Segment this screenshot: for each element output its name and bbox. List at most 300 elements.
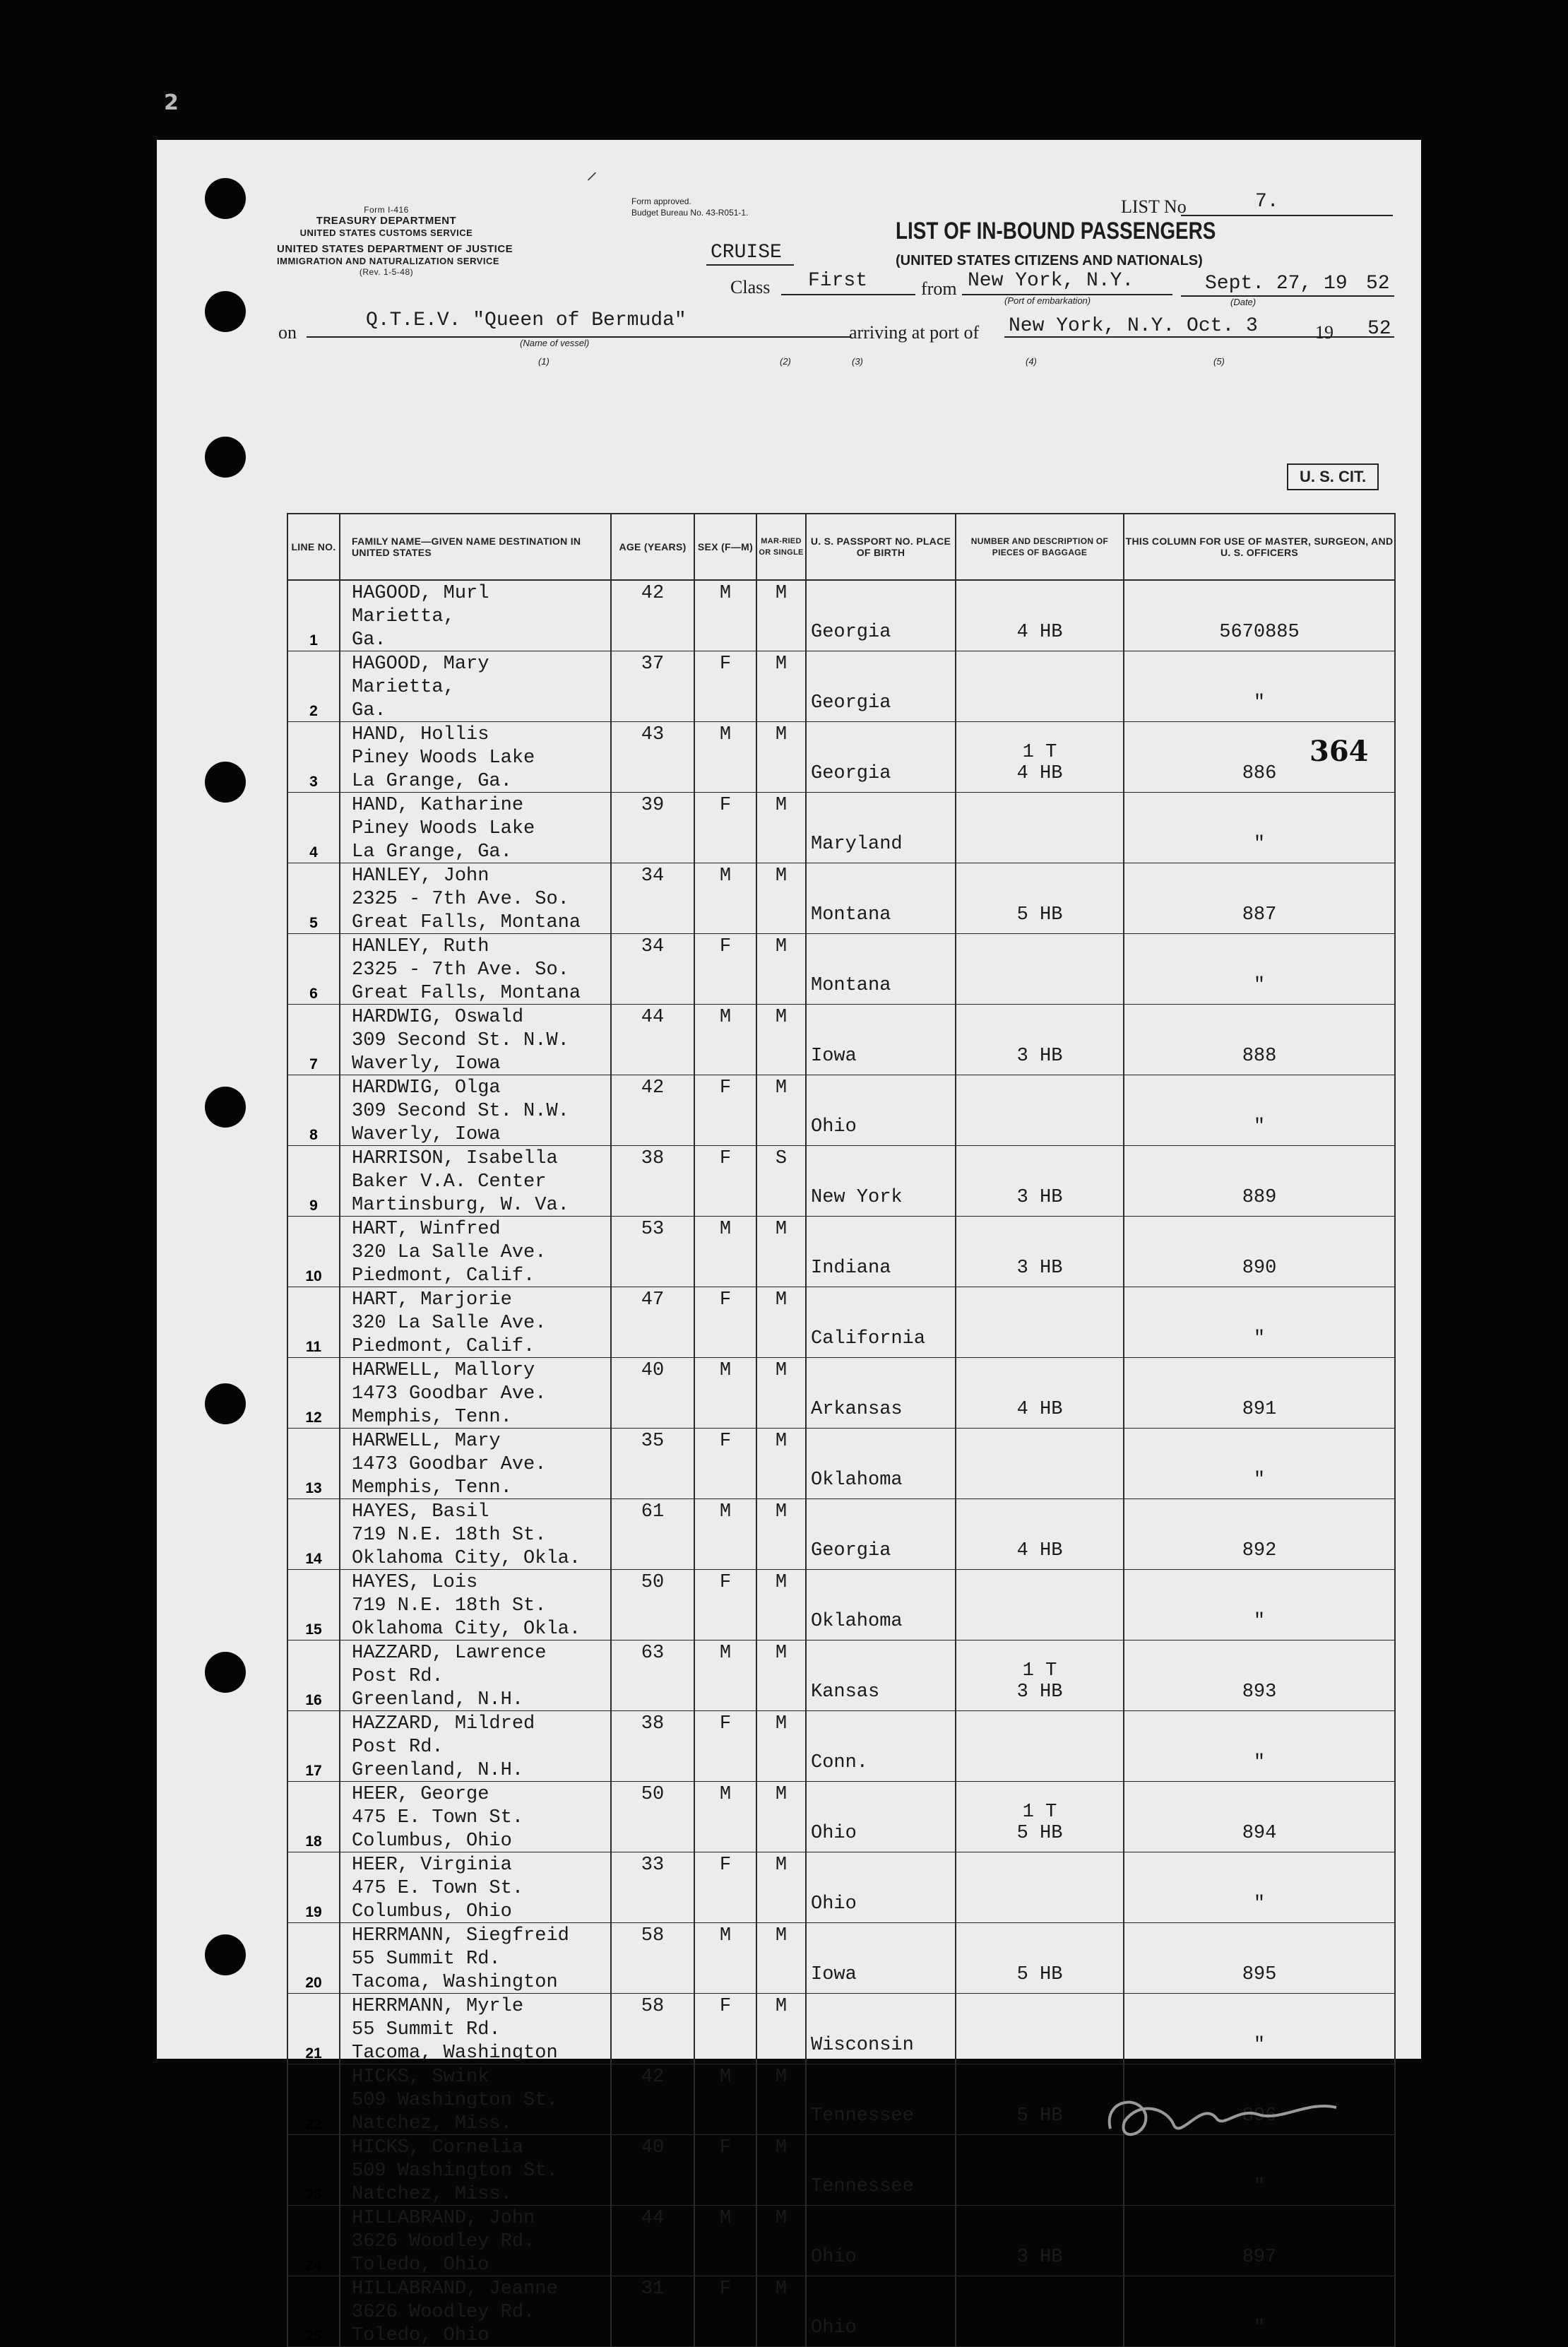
line-number: 21 [287, 1994, 340, 2064]
age-value: 35 [641, 1431, 665, 1452]
age-cell [611, 1570, 694, 1640]
married-cell [756, 1782, 806, 1852]
passenger-name: HART, Winfred [352, 1219, 501, 1240]
arrival-year: 52 [1367, 318, 1391, 340]
table-row [287, 1075, 1395, 1146]
officer-note: " [1253, 834, 1266, 855]
name-destination-cell [340, 1075, 611, 1146]
officer-note: 890 [1242, 1258, 1277, 1279]
baggage-handbags: 4 HB [1016, 1540, 1063, 1561]
officer-note: 887 [1242, 904, 1277, 926]
age-value: 39 [641, 795, 665, 816]
sex-cell [694, 1782, 756, 1852]
name-destination-cell [340, 1499, 611, 1570]
officer-cell [1124, 1570, 1395, 1640]
sex-value: M [719, 865, 732, 887]
married-cell [756, 1994, 806, 2064]
line-number: 14 [287, 1499, 340, 1570]
line-number: 5 [287, 863, 340, 934]
birthplace-cell [806, 2135, 956, 2206]
passenger-name: HAND, Hollis [352, 724, 489, 745]
col-sex: SEX (F—M) [694, 514, 756, 580]
us-citizen-stamp: U. S. CIT. [1287, 463, 1379, 490]
arrival-underline [1004, 336, 1394, 338]
destination-street: 2325 - 7th Ave. So. [352, 959, 569, 981]
officer-cell [1124, 863, 1395, 934]
birthplace-value: Georgia [811, 692, 891, 714]
baggage-handbags: 3 HB [1016, 1187, 1063, 1208]
married-value: M [775, 865, 788, 887]
officer-note: 892 [1242, 1540, 1277, 1561]
col-officers-use: THIS COLUMN FOR USE OF MASTER, SURGEON, AND U. S. OFFICERS [1124, 514, 1395, 580]
married-value: M [775, 1643, 788, 1664]
age-cell [611, 863, 694, 934]
baggage-handbags: 4 HB [1016, 1399, 1063, 1420]
baggage-cell [956, 1287, 1124, 1358]
sex-value: M [719, 724, 732, 745]
married-cell [756, 2135, 806, 2206]
married-cell [756, 1075, 806, 1146]
married-cell [756, 1640, 806, 1711]
officer-note: " [1253, 2317, 1266, 2339]
line-number: 15 [287, 1570, 340, 1640]
col-number-2: (2) [780, 356, 791, 367]
officer-cell [1124, 1075, 1395, 1146]
baggage-cell [956, 863, 1124, 934]
birthplace-value: Ohio [811, 1893, 857, 1915]
destination-city: La Grange, Ga. [352, 841, 512, 863]
arriving-label: arriving at port of [849, 322, 980, 343]
passenger-name: HEER, Virginia [352, 1855, 512, 1876]
passenger-name: HAGOOD, Mary [352, 654, 489, 675]
birthplace-value: Georgia [811, 1540, 891, 1561]
destination-street: 3626 Woodley Rd. [352, 2302, 535, 2323]
birthplace-cell [806, 2206, 956, 2276]
officer-note: " [1253, 1470, 1266, 1491]
officer-cell [1124, 1640, 1395, 1711]
table-row [287, 934, 1395, 1005]
birthplace-cell [806, 863, 956, 934]
sex-cell [694, 1075, 756, 1146]
punch-hole [205, 291, 246, 332]
birthplace-value: Montana [811, 975, 891, 996]
birthplace-value: Iowa [811, 1046, 857, 1067]
passenger-name: HAND, Katharine [352, 795, 524, 816]
officer-cell [1124, 1499, 1395, 1570]
destination-city: Piedmont, Calif. [352, 1265, 535, 1287]
married-cell [756, 1358, 806, 1429]
destination-city: Waverly, Iowa [352, 1124, 501, 1145]
line-number: 22 [287, 2064, 340, 2135]
married-value: M [775, 1219, 788, 1240]
baggage-cell [956, 793, 1124, 863]
birthplace-value: California [811, 1328, 926, 1349]
number-stamp: 364 [1309, 735, 1369, 768]
sex-cell [694, 2135, 756, 2206]
baggage-handbags: 5 HB [1016, 1964, 1063, 1985]
sex-value: F [719, 2137, 732, 2158]
sex-value: F [719, 1077, 732, 1099]
table-row [287, 1358, 1395, 1429]
married-value: M [775, 654, 788, 675]
budget-bureau-number: Budget Bureau No. 43-R051-1. [631, 208, 749, 218]
sex-value: F [719, 654, 732, 675]
birthplace-cell [806, 1570, 956, 1640]
officer-note: 896 [1242, 2105, 1277, 2127]
baggage-handbags: 5 HB [1016, 1823, 1063, 1844]
baggage-cell [956, 1640, 1124, 1711]
name-destination-cell [340, 1429, 611, 1499]
officer-note: " [1253, 1893, 1266, 1915]
name-destination-cell [340, 1782, 611, 1852]
age-value: 50 [641, 1572, 665, 1593]
married-value: M [775, 583, 788, 604]
married-cell [756, 934, 806, 1005]
age-cell [611, 1711, 694, 1782]
passenger-table [287, 513, 1396, 2347]
port-caption: (Port of embarkation) [1004, 295, 1091, 306]
name-destination-cell [340, 1994, 611, 2064]
sex-cell [694, 1146, 756, 1217]
sex-value: M [719, 1219, 732, 1240]
page-subtitle: (UNITED STATES CITIZENS AND NATIONALS) [896, 253, 1203, 268]
passenger-name: HILLABRAND, Jeanne [352, 2278, 558, 2300]
officer-cell [1124, 1217, 1395, 1287]
sex-value: M [719, 1360, 732, 1381]
customs-service: UNITED STATES CUSTOMS SERVICE [299, 227, 473, 238]
date-underline [1181, 295, 1394, 297]
destination-street: Post Rd. [352, 1666, 444, 1687]
destination-city: Columbus, Ohio [352, 1901, 512, 1922]
married-cell [756, 1499, 806, 1570]
age-value: 44 [641, 2208, 665, 2229]
destination-city: Piedmont, Calif. [352, 1336, 535, 1357]
sex-value: F [719, 1855, 732, 1876]
birthplace-value: Ohio [811, 2317, 857, 2339]
baggage-cell [956, 1570, 1124, 1640]
line-number: 6 [287, 934, 340, 1005]
birthplace-cell [806, 1994, 956, 2064]
married-value: M [775, 2208, 788, 2229]
married-cell [756, 1429, 806, 1499]
col-number-4: (4) [1026, 356, 1037, 367]
officer-cell [1124, 1429, 1395, 1499]
age-value: 58 [641, 1996, 665, 2017]
sex-cell [694, 1640, 756, 1711]
destination-street: 320 La Salle Ave. [352, 1313, 547, 1334]
birthplace-cell [806, 722, 956, 793]
age-cell [611, 722, 694, 793]
birthplace-cell [806, 1358, 956, 1429]
from-label: from [921, 278, 957, 299]
punch-hole [205, 762, 246, 803]
list-no-underline [1181, 215, 1393, 216]
birthplace-value: Iowa [811, 1964, 857, 1985]
sex-cell [694, 934, 756, 1005]
birthplace-cell [806, 1287, 956, 1358]
officer-cell [1124, 934, 1395, 1005]
passenger-name: HARWELL, Mallory [352, 1360, 535, 1381]
line-number: 25 [287, 2276, 340, 2347]
birthplace-cell [806, 1499, 956, 1570]
married-value: M [775, 1431, 788, 1452]
punch-hole [205, 1934, 246, 1975]
table-row [287, 1711, 1395, 1782]
birthplace-value: New York [811, 1187, 903, 1208]
age-value: 43 [641, 724, 665, 745]
baggage-cell [956, 1852, 1124, 1923]
passenger-name: HEER, George [352, 1784, 489, 1805]
name-destination-cell [340, 934, 611, 1005]
age-value: 58 [641, 1925, 665, 1946]
table-row [287, 2206, 1395, 2276]
sex-cell [694, 1429, 756, 1499]
punch-hole [205, 1087, 246, 1128]
line-number: 3 [287, 722, 340, 793]
col-number-3: (3) [852, 356, 863, 367]
birthplace-cell [806, 1429, 956, 1499]
birthplace-value: Arkansas [811, 1399, 903, 1420]
officer-cell [1124, 1358, 1395, 1429]
baggage-cell [956, 1075, 1124, 1146]
name-destination-cell [340, 1923, 611, 1994]
line-number: 2 [287, 651, 340, 722]
destination-street: 55 Summit Rd. [352, 2019, 501, 2040]
passenger-name: HAZZARD, Lawrence [352, 1643, 547, 1664]
baggage-cell [956, 651, 1124, 722]
married-value: M [775, 1996, 788, 2017]
age-cell [611, 1640, 694, 1711]
sex-cell [694, 2206, 756, 2276]
name-destination-cell [340, 1287, 611, 1358]
birthplace-value: Conn. [811, 1752, 869, 1773]
table-row [287, 1782, 1395, 1852]
passenger-name: HARDWIG, Oswald [352, 1007, 524, 1028]
line-number: 4 [287, 793, 340, 863]
cruise-label: CRUISE [711, 242, 782, 264]
sex-cell [694, 1923, 756, 1994]
sex-cell [694, 722, 756, 793]
destination-city: Martinsburg, W. Va. [352, 1195, 569, 1216]
table-row [287, 1217, 1395, 1287]
sex-value: F [719, 1431, 732, 1452]
destination-city: Waverly, Iowa [352, 1053, 501, 1075]
officer-note: " [1253, 1116, 1266, 1137]
destination-street: 719 N.E. 18th St. [352, 1595, 547, 1616]
page-title: LIST OF IN-BOUND PASSENGERS [896, 218, 1216, 244]
list-no-value: 7. [1255, 191, 1279, 213]
married-value: M [775, 1007, 788, 1028]
age-cell [611, 1005, 694, 1075]
birthplace-cell [806, 651, 956, 722]
married-cell [756, 1217, 806, 1287]
sex-cell [694, 1499, 756, 1570]
baggage-cell [956, 1923, 1124, 1994]
name-destination-cell [340, 580, 611, 651]
passenger-name: HAZZARD, Mildred [352, 1713, 535, 1734]
age-value: 40 [641, 2137, 665, 2158]
passenger-name: HERRMANN, Myrle [352, 1996, 524, 2017]
age-value: 50 [641, 1784, 665, 1805]
manifest-page [157, 140, 1421, 2346]
married-cell [756, 863, 806, 934]
sex-value: M [719, 1784, 732, 1805]
destination-city: La Grange, Ga. [352, 771, 512, 792]
table-row [287, 1923, 1395, 1994]
married-value: M [775, 724, 788, 745]
officer-note: 897 [1242, 2247, 1277, 2268]
sex-cell [694, 793, 756, 863]
birthplace-value: Georgia [811, 622, 891, 643]
married-cell [756, 1711, 806, 1782]
sex-cell [694, 1005, 756, 1075]
table-row [287, 863, 1395, 934]
line-number: 7 [287, 1005, 340, 1075]
officer-note: 5670885 [1219, 622, 1300, 643]
married-cell [756, 580, 806, 651]
passenger-name: HILLABRAND, John [352, 2208, 535, 2229]
form-agency-block [277, 205, 513, 277]
age-cell [611, 1217, 694, 1287]
destination-street: 320 La Salle Ave. [352, 1242, 547, 1263]
destination-city: Toledo, Ohio [352, 2325, 489, 2346]
passenger-name: HARWELL, Mary [352, 1431, 501, 1452]
officer-note: 895 [1242, 1964, 1277, 1985]
line-number: 13 [287, 1429, 340, 1499]
age-cell [611, 1287, 694, 1358]
punch-hole [205, 1383, 246, 1424]
port-of-embarkation: New York, N.Y. [968, 270, 1134, 292]
age-value: 63 [641, 1643, 665, 1664]
treasury-department: TREASURY DEPARTMENT [316, 215, 457, 227]
destination-city: Oklahoma City, Okla. [352, 1548, 581, 1569]
birthplace-value: Georgia [811, 763, 891, 784]
sex-value: F [719, 1148, 732, 1169]
officer-note: 889 [1242, 1187, 1277, 1208]
destination-street: 719 N.E. 18th St. [352, 1525, 547, 1546]
name-destination-cell [340, 2276, 611, 2347]
sex-cell [694, 863, 756, 934]
birthplace-cell [806, 1075, 956, 1146]
baggage-handbags: 5 HB [1016, 2105, 1063, 2127]
name-destination-cell [340, 651, 611, 722]
birthplace-cell [806, 1782, 956, 1852]
age-value: 44 [641, 1007, 665, 1028]
destination-street: Piney Woods Lake [352, 747, 535, 769]
birthplace-value: Indiana [811, 1258, 891, 1279]
baggage-handbags: 3 HB [1016, 1258, 1063, 1279]
age-value: 31 [641, 2278, 665, 2300]
baggage-cell [956, 722, 1124, 793]
name-destination-cell [340, 1570, 611, 1640]
married-cell [756, 793, 806, 863]
age-cell [611, 2064, 694, 2135]
arrival-year-prefix: 19 [1315, 322, 1334, 343]
baggage-trunks: 1 T [1022, 1660, 1057, 1681]
vessel-caption: (Name of vessel) [520, 338, 590, 348]
table-row [287, 1287, 1395, 1358]
line-number: 16 [287, 1640, 340, 1711]
officer-cell [1124, 1005, 1395, 1075]
table-row [287, 1499, 1395, 1570]
destination-city: Great Falls, Montana [352, 912, 581, 933]
married-cell [756, 1570, 806, 1640]
corner-mark: 2 [164, 90, 179, 115]
destination-city: Oklahoma City, Okla. [352, 1619, 581, 1640]
name-destination-cell [340, 1711, 611, 1782]
age-cell [611, 1782, 694, 1852]
sex-value: F [719, 1713, 732, 1734]
married-value: M [775, 2067, 788, 2088]
age-cell [611, 1075, 694, 1146]
punch-hole [205, 437, 246, 478]
baggage-cell [956, 1994, 1124, 2064]
col-passport-birthplace: U. S. PASSPORT NO. PLACE OF BIRTH [806, 514, 956, 580]
col-age: AGE (YEARS) [611, 514, 694, 580]
destination-city: Natchez, Miss. [352, 2184, 512, 2205]
name-destination-cell [340, 793, 611, 863]
punch-hole [205, 1652, 246, 1693]
destination-street: 3626 Woodley Rd. [352, 2231, 535, 2252]
age-value: 42 [641, 583, 665, 604]
destination-street: Marietta, [352, 606, 455, 627]
age-cell [611, 2206, 694, 2276]
sex-value: F [719, 1289, 732, 1311]
sex-value: M [719, 1643, 732, 1664]
birthplace-cell [806, 2276, 956, 2347]
line-number: 9 [287, 1146, 340, 1217]
officer-note: " [1253, 2035, 1266, 2056]
married-value: M [775, 1077, 788, 1099]
destination-street: 2325 - 7th Ave. So. [352, 889, 569, 910]
married-value: M [775, 1572, 788, 1593]
birthplace-value: Tennessee [811, 2176, 914, 2197]
destination-city: Greenland, N.H. [352, 1689, 524, 1710]
married-value: M [775, 1360, 788, 1381]
age-value: 42 [641, 1077, 665, 1099]
birthplace-cell [806, 1852, 956, 1923]
officer-note: 886 [1242, 763, 1277, 784]
officer-cell [1124, 793, 1395, 863]
age-value: 34 [641, 936, 665, 957]
age-cell [611, 1852, 694, 1923]
sex-value: F [719, 1572, 732, 1593]
sex-cell [694, 1994, 756, 2064]
cruise-underline [706, 264, 794, 266]
married-cell [756, 2064, 806, 2135]
passenger-name: HICKS, Cornelia [352, 2137, 524, 2158]
baggage-trunks: 1 T [1022, 742, 1057, 763]
table-row [287, 1429, 1395, 1499]
birthplace-value: Montana [811, 904, 891, 926]
married-cell [756, 1287, 806, 1358]
sex-value: M [719, 2208, 732, 2229]
birthplace-cell [806, 580, 956, 651]
passenger-name: HANLEY, Ruth [352, 936, 489, 957]
age-cell [611, 2135, 694, 2206]
punch-hole [205, 178, 246, 219]
departure-date: Sept. 27, 19 [1205, 273, 1348, 295]
married-value: M [775, 2278, 788, 2300]
destination-street: Piney Woods Lake [352, 818, 535, 839]
officer-note: " [1253, 1752, 1266, 1773]
col-married-single: MAR-RIED OR SINGLE [756, 514, 806, 580]
class-underline [781, 294, 915, 295]
officer-cell [1124, 1782, 1395, 1852]
baggage-cell [956, 580, 1124, 651]
officer-cell [1124, 1923, 1395, 1994]
passenger-name: HANLEY, John [352, 865, 489, 887]
